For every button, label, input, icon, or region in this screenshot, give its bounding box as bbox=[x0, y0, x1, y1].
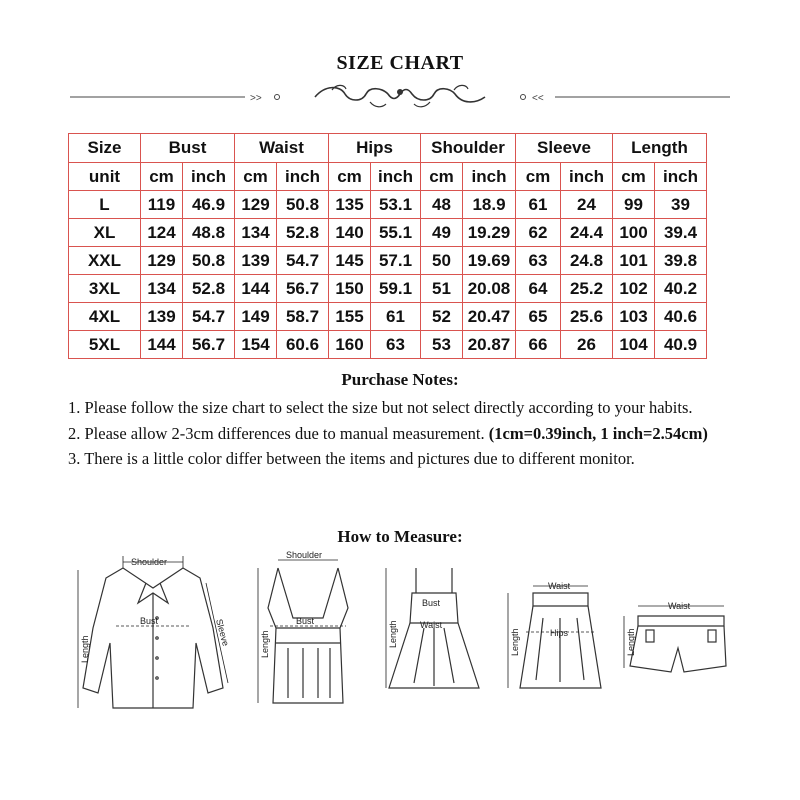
unit-cell: cm bbox=[329, 163, 371, 191]
table-cell: 24.4 bbox=[561, 219, 613, 247]
table-cell: 48.8 bbox=[183, 219, 235, 247]
table-cell: 40.9 bbox=[655, 331, 707, 359]
table-cell: 129 bbox=[141, 247, 183, 275]
table-cell: 61 bbox=[371, 303, 421, 331]
table-cell: 144 bbox=[141, 331, 183, 359]
shorts-illustration bbox=[616, 548, 736, 718]
table-cell: 99 bbox=[613, 191, 655, 219]
svg-text:>>: >> bbox=[250, 93, 262, 104]
table-cell: 63 bbox=[371, 331, 421, 359]
shoulder-label: Shoulder bbox=[131, 557, 168, 567]
table-cell: 39.8 bbox=[655, 247, 707, 275]
page-title: SIZE CHART bbox=[336, 52, 464, 74]
table-cell: 59.1 bbox=[371, 275, 421, 303]
table-cell: 18.9 bbox=[463, 191, 516, 219]
header-cell: Length bbox=[613, 134, 707, 163]
table-cell: 145 bbox=[329, 247, 371, 275]
table-cell: 139 bbox=[141, 303, 183, 331]
table-cell: 56.7 bbox=[183, 331, 235, 359]
table-cell: 58.7 bbox=[277, 303, 329, 331]
table-cell: 52.8 bbox=[183, 275, 235, 303]
note-1: 1. Please follow the size chart to select the size but not select directly according to your habits. bbox=[68, 398, 693, 417]
waist-label: Waist bbox=[420, 620, 443, 630]
header-cell: Shoulder bbox=[421, 134, 516, 163]
table-cell: 20.08 bbox=[463, 275, 516, 303]
table-cell: 20.47 bbox=[463, 303, 516, 331]
table-cell: 103 bbox=[613, 303, 655, 331]
note-3: 3. There is a little color differ between the items and pictures due to different monitor. bbox=[68, 449, 635, 468]
purchase-notes-heading: Purchase Notes: bbox=[341, 370, 459, 389]
table-cell: 60.6 bbox=[277, 331, 329, 359]
table-cell: 48 bbox=[421, 191, 463, 219]
table-cell: 51 bbox=[421, 275, 463, 303]
table-cell: 62 bbox=[516, 219, 561, 247]
header-cell: Hips bbox=[329, 134, 421, 163]
hips-label: Hips bbox=[550, 628, 569, 638]
unit-cell: cm bbox=[141, 163, 183, 191]
table-cell: 50.8 bbox=[183, 247, 235, 275]
table-cell: 46.9 bbox=[183, 191, 235, 219]
table-cell: 50 bbox=[421, 247, 463, 275]
table-cell: 101 bbox=[613, 247, 655, 275]
length-label: Length bbox=[80, 635, 90, 663]
table-cell: 40.6 bbox=[655, 303, 707, 331]
unit-cell: inch bbox=[655, 163, 707, 191]
table-cell: 55.1 bbox=[371, 219, 421, 247]
table-cell: 50.8 bbox=[277, 191, 329, 219]
table-cell: 134 bbox=[235, 219, 277, 247]
table-cell: 66 bbox=[516, 331, 561, 359]
table-cell: 26 bbox=[561, 331, 613, 359]
table-cell: 57.1 bbox=[371, 247, 421, 275]
table-cell: 53.1 bbox=[371, 191, 421, 219]
table-cell: 52.8 bbox=[277, 219, 329, 247]
table-row bbox=[69, 247, 707, 275]
table-cell: 24 bbox=[561, 191, 613, 219]
table-cell: 129 bbox=[235, 191, 277, 219]
note-2 bbox=[68, 421, 748, 447]
table-cell: XXL bbox=[69, 247, 141, 275]
unit-cell: inch bbox=[463, 163, 516, 191]
table-cell: 19.29 bbox=[463, 219, 516, 247]
dress-illustration bbox=[374, 548, 494, 718]
table-cell: 155 bbox=[329, 303, 371, 331]
table-cell: 3XL bbox=[69, 275, 141, 303]
table-cell: 5XL bbox=[69, 331, 141, 359]
table-cell: 39 bbox=[655, 191, 707, 219]
table-cell: 54.7 bbox=[277, 247, 329, 275]
table-cell: 54.7 bbox=[183, 303, 235, 331]
blouse-illustration bbox=[68, 548, 238, 718]
table-cell: 134 bbox=[141, 275, 183, 303]
size-chart-table bbox=[68, 133, 707, 359]
table-cell: 124 bbox=[141, 219, 183, 247]
unit-cell: cm bbox=[516, 163, 561, 191]
table-cell: 53 bbox=[421, 331, 463, 359]
table-row bbox=[69, 219, 707, 247]
table-cell: 52 bbox=[421, 303, 463, 331]
table-cell: 56.7 bbox=[277, 275, 329, 303]
unit-cell: cm bbox=[421, 163, 463, 191]
table-cell: 139 bbox=[235, 247, 277, 275]
table-cell: 25.6 bbox=[561, 303, 613, 331]
table-cell: XL bbox=[69, 219, 141, 247]
table-row bbox=[69, 331, 707, 359]
table-cell: 160 bbox=[329, 331, 371, 359]
bust-label: Bust bbox=[422, 598, 441, 608]
tank-top-illustration bbox=[248, 548, 368, 718]
table-cell: 25.2 bbox=[561, 275, 613, 303]
sleeve-label: Sleeve bbox=[214, 617, 231, 648]
table-cell: 135 bbox=[329, 191, 371, 219]
purchase-notes bbox=[68, 395, 748, 472]
shoulder-label: Shoulder bbox=[286, 550, 323, 560]
note-2-text: 2. Please allow 2-3cm differences due to manual measurement. bbox=[68, 423, 485, 443]
table-cell: 20.87 bbox=[463, 331, 516, 359]
how-to-measure-heading: How to Measure: bbox=[337, 527, 463, 546]
table-cell: 49 bbox=[421, 219, 463, 247]
table-cell: 40.2 bbox=[655, 275, 707, 303]
svg-text:<<: << bbox=[532, 93, 544, 104]
table-cell: 140 bbox=[329, 219, 371, 247]
table-row bbox=[69, 191, 707, 219]
table-cell: 19.69 bbox=[463, 247, 516, 275]
table-row bbox=[69, 303, 707, 331]
length-label: Length bbox=[388, 620, 398, 648]
skirt-illustration bbox=[498, 548, 608, 718]
header-cell: Size bbox=[69, 134, 141, 163]
header-cell: Bust bbox=[141, 134, 235, 163]
unit-cell: inch bbox=[183, 163, 235, 191]
unit-cell: cm bbox=[613, 163, 655, 191]
table-row bbox=[69, 275, 707, 303]
bust-label: Bust bbox=[140, 616, 159, 626]
table-unit-row bbox=[69, 163, 707, 191]
unit-cell: cm bbox=[235, 163, 277, 191]
table-cell: 154 bbox=[235, 331, 277, 359]
table-cell: 64 bbox=[516, 275, 561, 303]
table-cell: 61 bbox=[516, 191, 561, 219]
length-label: Length bbox=[260, 630, 270, 658]
measurement-illustrations bbox=[68, 548, 736, 718]
table-cell: 100 bbox=[613, 219, 655, 247]
table-cell: 104 bbox=[613, 331, 655, 359]
waist-label: Waist bbox=[668, 601, 691, 611]
note-2-conversion: (1cm=0.39inch, 1 inch=2.54cm) bbox=[488, 423, 708, 443]
table-cell: 24.8 bbox=[561, 247, 613, 275]
table-cell: 102 bbox=[613, 275, 655, 303]
header-cell: Sleeve bbox=[516, 134, 613, 163]
table-cell: 63 bbox=[516, 247, 561, 275]
waist-label: Waist bbox=[548, 581, 571, 591]
table-cell: 144 bbox=[235, 275, 277, 303]
length-label: Length bbox=[626, 628, 636, 656]
table-cell: 65 bbox=[516, 303, 561, 331]
unit-cell: inch bbox=[371, 163, 421, 191]
table-cell: 150 bbox=[329, 275, 371, 303]
unit-cell: inch bbox=[277, 163, 329, 191]
header-cell: Waist bbox=[235, 134, 329, 163]
table-cell: L bbox=[69, 191, 141, 219]
table-cell: 119 bbox=[141, 191, 183, 219]
table-cell: 149 bbox=[235, 303, 277, 331]
bust-label: Bust bbox=[296, 616, 315, 626]
table-cell: 39.4 bbox=[655, 219, 707, 247]
table-cell: 4XL bbox=[69, 303, 141, 331]
length-label: Length bbox=[510, 628, 520, 656]
unit-cell: unit bbox=[69, 163, 141, 191]
unit-cell: inch bbox=[561, 163, 613, 191]
table-header-row bbox=[69, 134, 707, 163]
ornament-divider bbox=[70, 80, 730, 114]
